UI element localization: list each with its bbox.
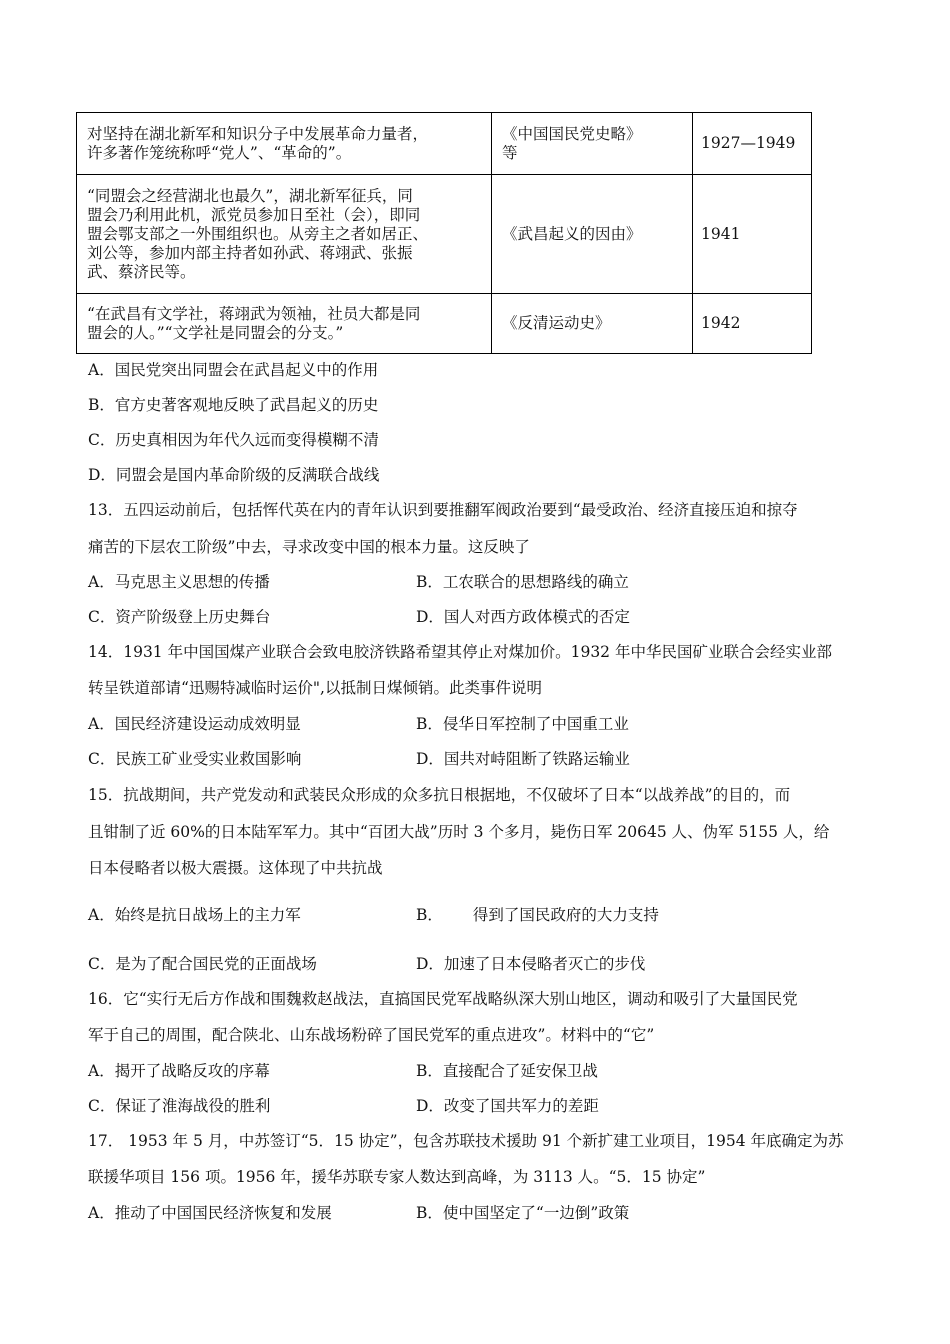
- table-cell-source: [492, 294, 693, 354]
- q15-stem-line: 日本侵略者以极大震摄。这体现了中共抗战: [88, 859, 383, 877]
- table-cell-content: [77, 175, 492, 294]
- table-row: [77, 113, 812, 175]
- q16-stem-line: 16．它“实行无后方作战和围魏救赵战法，直搞国民党军战略纵深大别山地区，调动和吸引了大量国民党: [88, 990, 798, 1008]
- q17-stem-line: 联援华项目 156 项。1956 年，援华苏联专家人数达到高峰，为 3113 人。“5．15 协定”: [88, 1168, 706, 1186]
- q12-option-c: C．历史真相因为年代久远而变得模糊不清: [88, 431, 379, 449]
- q15-option-d: D．加速了日本侵略者灭亡的步伐: [416, 955, 646, 973]
- q13-stem-line: 13．五四运动前后，包括恽代英在内的青年认识到要推翻军阀政治要到“最受政治、经济直接压迫和掠夺: [88, 501, 798, 519]
- q15-stem-line: 15．抗战期间，共产党发动和武装民众形成的众多抗日根据地，不仅破坏了日本“以战养战”的目的，而: [88, 786, 791, 804]
- cell-line: 等: [502, 143, 518, 162]
- q13-option-d: D．国人对西方政体模式的否定: [416, 608, 630, 626]
- table-row: [77, 175, 812, 294]
- cell-line: 《中国国民党史略》: [502, 124, 642, 143]
- cell-line: 刘公等，参加内部主持者如孙武、蒋翊武、张振: [87, 243, 413, 262]
- q16-stem-line: 军于自己的周围，配合陕北、山东战场粉碎了国民党军的重点进攻”。材料中的“它”: [88, 1026, 655, 1044]
- q12-option-a: A．国民党突出同盟会在武昌起义中的作用: [88, 361, 379, 379]
- q14-option-b: B．侵华日军控制了中国重工业: [416, 715, 629, 733]
- table-cell-year: 1941: [693, 175, 812, 294]
- q12-option-b: B．官方史著客观地反映了武昌起义的历史: [88, 396, 379, 414]
- cell-line: 对坚持在湖北新军和知识分子中发展革命力量者，: [87, 124, 429, 143]
- q16-option-d: D．改变了国共军力的差距: [416, 1097, 599, 1115]
- q17-option-a: A．推动了中国国民经济恢复和发展: [88, 1204, 332, 1222]
- q14-option-c: C．民族工矿业受实业救国影响: [88, 750, 302, 768]
- cell-line: 盟会的人。”“文学社是同盟会的分支。”: [87, 323, 344, 342]
- table-cell-content: [77, 113, 492, 175]
- cell-line: “在武昌有文学社，蒋翊武为领袖，社员大都是同: [87, 304, 421, 323]
- q15-option-b-text: 得到了国民政府的大力支持: [472, 906, 659, 924]
- q15-stem-line: 且钳制了近 60%的日本陆军军力。其中“百团大战”历时 3 个多月，毙伤日军 20645 人、伪军 5155 人，给: [88, 823, 830, 841]
- q17-option-b: B．使中国坚定了“一边倒”政策: [416, 1204, 630, 1222]
- q14-stem-line: 转呈铁道部请“迅赐特减临时运价",以抵制日煤倾销。此类事件说明: [88, 679, 542, 697]
- q16-option-c: C．保证了淮海战役的胜利: [88, 1097, 271, 1115]
- q14-option-d: D．国共对峙阻断了铁路运输业: [416, 750, 630, 768]
- q15-option-a: A．始终是抗日战场上的主力军: [88, 906, 301, 924]
- source-table: [76, 112, 812, 354]
- table-cell-source: [492, 113, 693, 175]
- table-row: [77, 294, 812, 354]
- table-cell-year: 1927—1949: [693, 113, 812, 175]
- cell-line: 许多著作笼统称呼“党人”、“革命的”。: [87, 143, 352, 162]
- q15-option-b: [416, 905, 659, 925]
- q16-option-b: B．直接配合了延安保卫战: [416, 1062, 598, 1080]
- q15-option-c: C．是为了配合国民党的正面战场: [88, 955, 317, 973]
- q16-option-a: A．揭开了战略反攻的序幕: [88, 1062, 270, 1080]
- table-cell-source: [492, 175, 693, 294]
- q12-option-d: D．同盟会是国内革命阶级的反满联合战线: [88, 466, 380, 484]
- cell-line: 《反清运动史》: [502, 314, 611, 332]
- cell-line: 盟会乃利用此机，派党员参加日至社（会），即同: [87, 205, 421, 224]
- q17-stem-line: 17． 1953 年 5 月，中苏签订“5．15 协定”，包含苏联技术援助 91 个新扩建工业项目，1954 年底确定为苏: [88, 1132, 844, 1150]
- q13-option-a: A．马克思主义思想的传播: [88, 573, 270, 591]
- q14-stem-line: 14．1931 年中国国煤产业联合会致电胶济铁路希望其停止对煤加价。1932 年中华民国矿业联合会经实业部: [88, 643, 832, 661]
- table-cell-content: [77, 294, 492, 354]
- table-cell-year: 1942: [693, 294, 812, 354]
- q15-option-b-label: B．: [416, 906, 443, 924]
- cell-line: 《武昌起义的因由》: [502, 224, 642, 243]
- cell-line: 武、蔡济民等。: [87, 262, 196, 281]
- q13-stem-line: 痛苦的下层农工阶级”中去，寻求改变中国的根本力量。这反映了: [88, 538, 530, 556]
- q14-option-a: A．国民经济建设运动成效明显: [88, 715, 301, 733]
- q13-option-b: B．工农联合的思想路线的确立: [416, 573, 629, 591]
- cell-line: 盟会鄂支部之一外围组织也。从旁主之者如居正、: [87, 224, 429, 243]
- cell-line: “同盟会之经营湖北也最久”，湖北新军征兵，同: [87, 186, 413, 205]
- q13-option-c: C．资产阶级登上历史舞台: [88, 608, 271, 626]
